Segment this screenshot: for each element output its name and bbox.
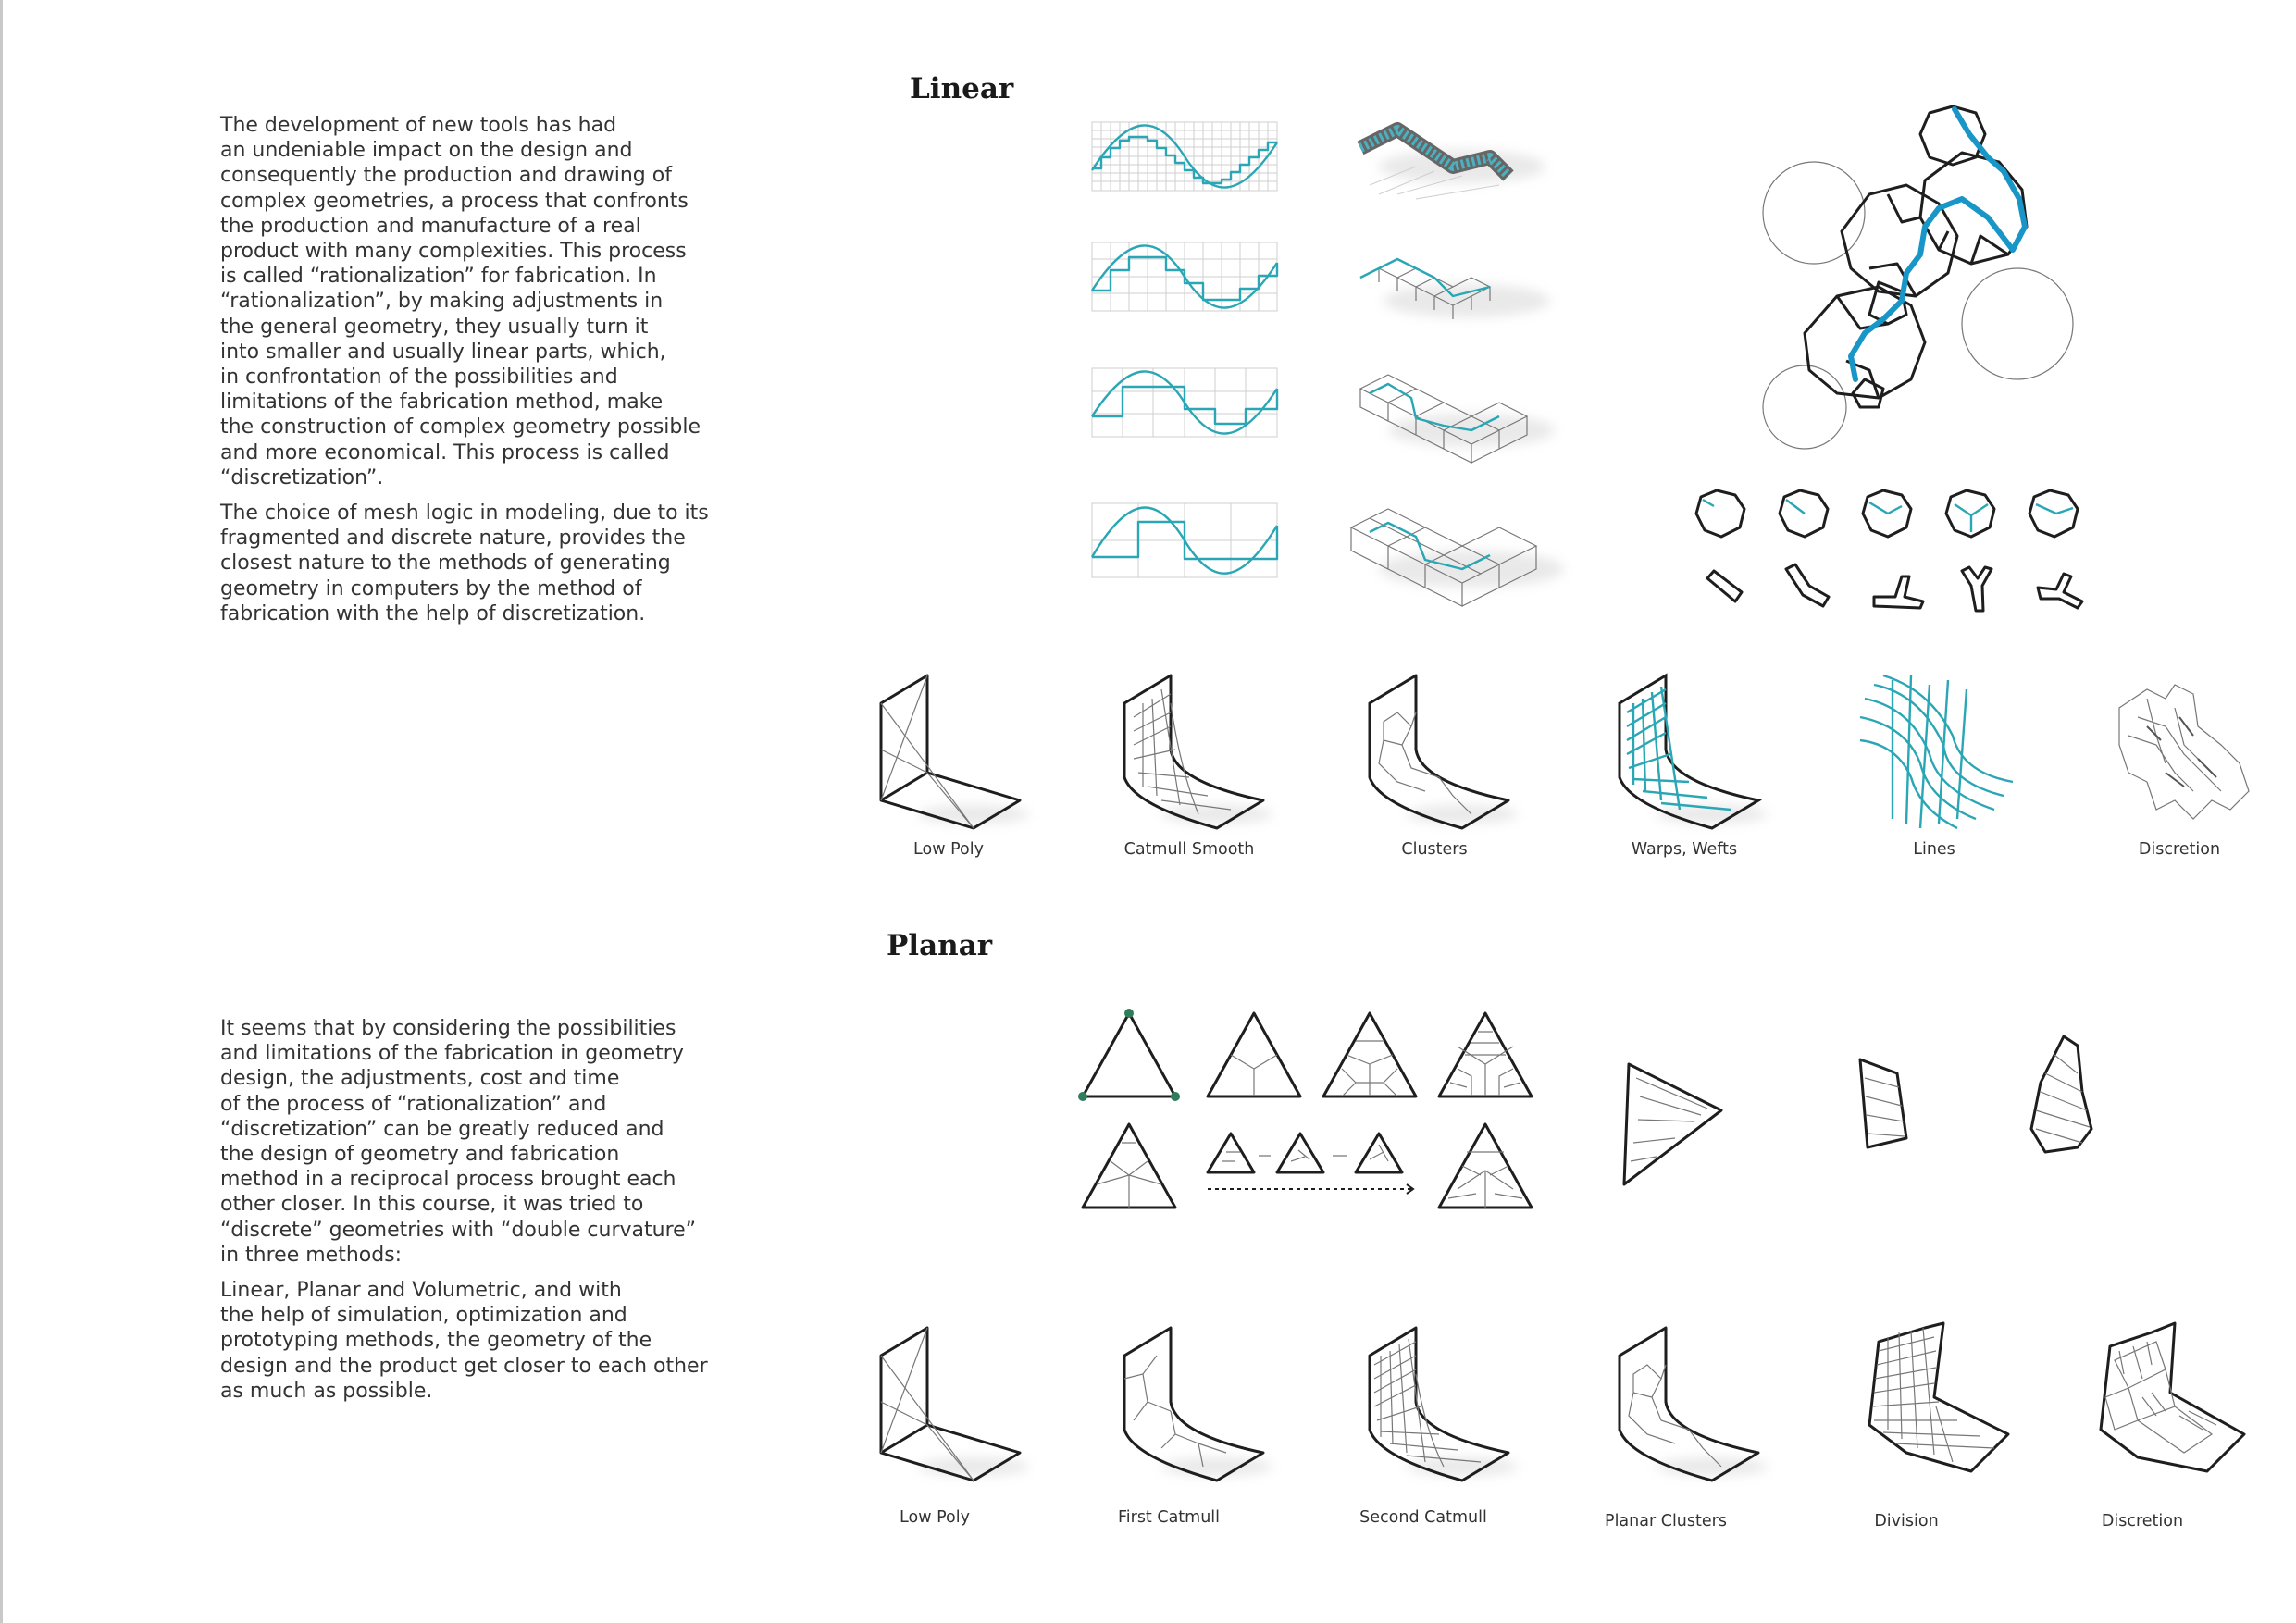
page-edge-rule bbox=[0, 0, 3, 1623]
sine-discretization-diagrams bbox=[1083, 111, 1296, 601]
planar-caption-6: Discretion bbox=[2101, 1512, 2184, 1530]
planar-caption-1: Low Poly bbox=[900, 1508, 970, 1527]
section-title-planar: Planar bbox=[887, 929, 993, 962]
planar-caption-3: Second Catmull bbox=[1359, 1508, 1487, 1527]
linear-caption-1: Low Poly bbox=[913, 840, 984, 859]
node-highlight-paths bbox=[1703, 500, 2073, 532]
planar-surface-row bbox=[870, 1323, 2240, 1508]
sine-grid-coarse bbox=[1092, 368, 1277, 437]
surface-warps-wefts bbox=[1620, 675, 1768, 828]
planar-surface-low-poly bbox=[881, 1328, 1029, 1481]
faint-background-polyhedra bbox=[1763, 162, 2073, 449]
sine-grid-minimal bbox=[1092, 503, 1277, 577]
highlighted-linear-path bbox=[1851, 109, 2025, 379]
triangle-fan bbox=[1439, 1124, 1532, 1208]
linear-surface-row bbox=[870, 666, 2240, 851]
planar-surface-discretion bbox=[2101, 1323, 2244, 1471]
sine-grid-medium bbox=[1092, 242, 1277, 311]
triangle-subdivided bbox=[1323, 1013, 1416, 1096]
surface-lines bbox=[1860, 675, 2013, 828]
process-arrows bbox=[1208, 1134, 1413, 1194]
surface-low-poly bbox=[881, 675, 1029, 828]
linear-paragraph-1: The development of new tools has had an undeniable impact on the design and consequently the production and drawing of complex geometries, a process that confronts the production and manufacture of a real product with many complexities. This process is called “rationalization” for fabrication. In “rationalization”, by making adjustments in the general geometry, they usually turn it into smaller and usually linear parts, which, in confrontation of the possibilities and limitations of the fabrication method, make the construction of complex geometry possible and more economical. This process is called “discretization”. bbox=[220, 114, 701, 489]
surface-catmull-smooth bbox=[1124, 675, 1272, 828]
sine-grid-fine bbox=[1092, 122, 1277, 191]
planar-paragraph-1: It seems that by considering the possibilities and limitations of the fabrication in geometry design, the adjustments, cost and time of the process of “rationalization” and “discretization” can be greatly reduced and the design of geometry and fabrication method in a reciprocal process brought each other closer. In this course, it was tried to “discrete” geometries with “double curvature” in three methods: bbox=[220, 1017, 697, 1267]
section-title-linear: Linear bbox=[910, 72, 1014, 105]
planar-surface-first-catmull bbox=[1124, 1328, 1272, 1481]
triangle-base bbox=[1078, 1009, 1180, 1101]
polyhedra-cluster-diagram bbox=[1749, 102, 2073, 490]
surface-clusters bbox=[1370, 675, 1518, 828]
triangle-three-split bbox=[1208, 1013, 1300, 1096]
fragment-stack bbox=[2031, 1036, 2091, 1152]
planar-surface-division bbox=[1869, 1323, 2008, 1471]
node-types-diagram bbox=[1694, 486, 2091, 625]
linear-caption-5: Lines bbox=[1913, 840, 1955, 859]
triangle-fine-grid bbox=[1439, 1013, 1532, 1096]
voxel-discretization-diagrams bbox=[1342, 111, 1573, 601]
triangle-radial bbox=[1083, 1124, 1175, 1208]
planar-caption-5: Division bbox=[1874, 1512, 1939, 1530]
planar-caption-4: Planar Clusters bbox=[1605, 1512, 1727, 1530]
joint-pieces-row bbox=[1707, 564, 2082, 611]
linear-caption-6: Discretion bbox=[2138, 840, 2221, 859]
planar-paragraph-2: Linear, Planar and Volumetric, and with the help of simulation, optimization and prototyping methods, the geometry of the design and the product get closer to each other as much as possible. bbox=[220, 1279, 708, 1403]
fragment-fan bbox=[1624, 1064, 1721, 1184]
fragment-strip bbox=[1860, 1059, 1906, 1147]
surface-discretion bbox=[2119, 685, 2249, 819]
linear-paragraph-2: The choice of mesh logic in modeling, due to its fragmented and discrete nature, provides the closest nature to the methods of generating geometry in computers by the method of fabrication with the help of discretization. bbox=[220, 502, 709, 626]
linear-caption-4: Warps, Wefts bbox=[1631, 840, 1738, 859]
planar-surface-planar-clusters bbox=[1620, 1328, 1768, 1481]
linear-caption-2: Catmull Smooth bbox=[1123, 840, 1255, 859]
planar-fragment-pieces bbox=[1620, 1055, 2101, 1203]
planar-surface-second-catmull bbox=[1370, 1328, 1518, 1481]
planar-caption-2: First Catmull bbox=[1117, 1508, 1221, 1527]
linear-caption-3: Clusters bbox=[1401, 840, 1468, 859]
triangle-subdivision-diagrams bbox=[1074, 1009, 1555, 1231]
